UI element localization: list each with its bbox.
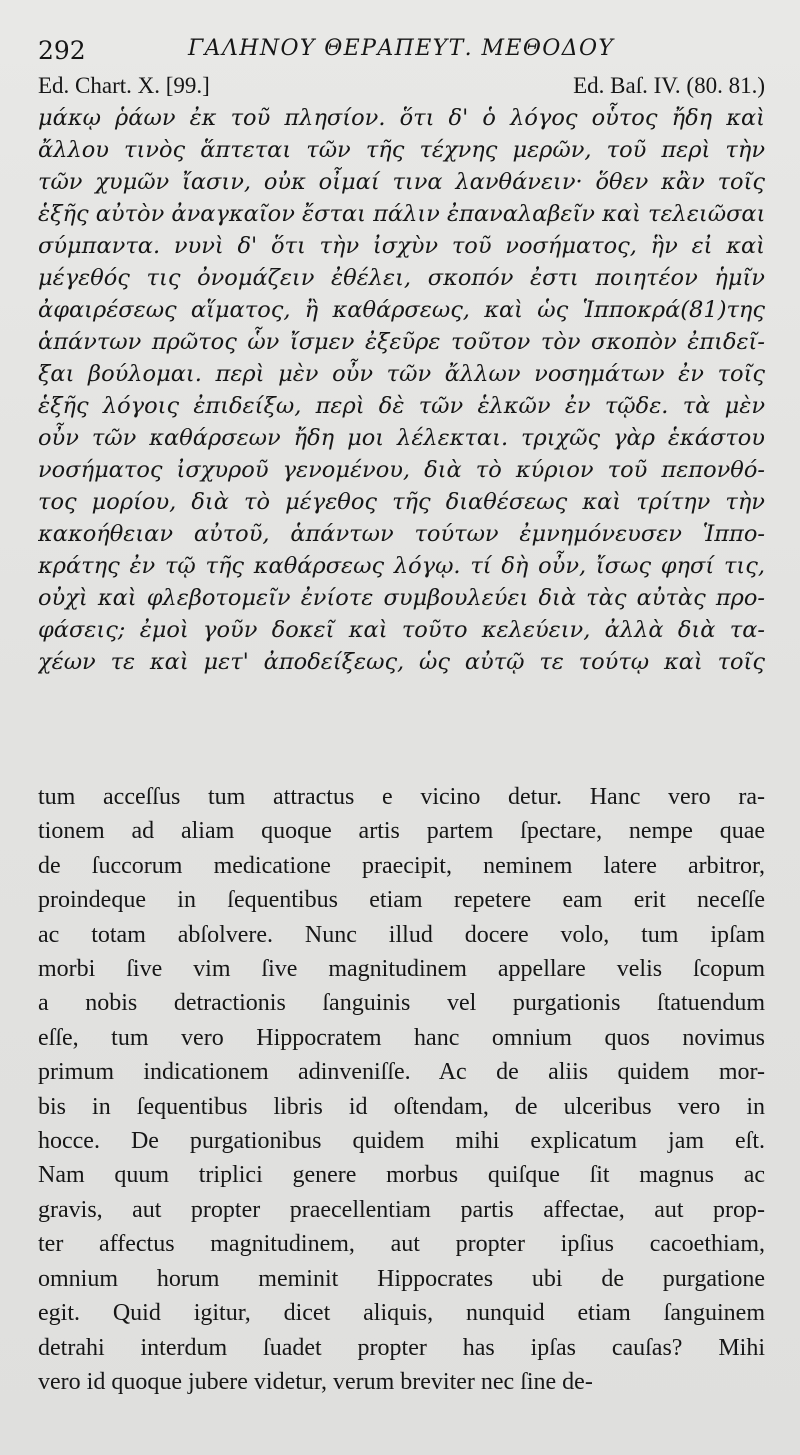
greek-line: μάκῳ ῥάων ἐκ τοῦ πλησίον. ὅτι δ' ὁ λόγος οὗτος ἤδη καὶ: [38, 105, 765, 131]
latin-line: primum indicationem adinveniſſe. Ac de aliis quidem mor-: [38, 1059, 765, 1086]
greek-line: οὐχὶ καὶ φλεβοτομεῖν ἐνίοτε συμβουλεύει διὰ τὰς αὐτὰς προ-: [38, 585, 765, 611]
greek-line: τος μορίου, διὰ τὸ μέγεθος τῆς διαθέσεως καὶ τρίτην τὴν: [38, 489, 765, 515]
greek-line: ἑξῆς λόγοις ἐπιδείξω, περὶ δὲ τῶν ἑλκῶν ἐν τῷδε. τὰ μὲν: [38, 393, 765, 419]
greek-line: σύμπαντα. νυνὶ δ' ὅτι τὴν ἰσχὺν τοῦ νοσήματος, ἣν εἰ καὶ: [38, 233, 765, 259]
latin-line: tionem ad aliam quoque artis partem ſpectare, nempe quae: [38, 818, 765, 845]
latin-line: gravis, aut propter praecellentiam partis affectae, aut prop-: [38, 1196, 765, 1223]
latin-line: eſſe, tum vero Hippocratem hanc omnium quos novimus: [38, 1024, 765, 1051]
latin-line: vero id quoque jubere videtur, verum breviter nec ſine de-: [38, 1368, 593, 1395]
greek-text-block: [38, 102, 765, 678]
edition-basel-reference: Ed. Baſ. IV. (80. 81.): [573, 73, 765, 98]
running-title: ΓΑΛΗΝΟΥ ΘΕΡΑΠΕΥΤ. ΜΕΘΟΔΟΥ: [188, 36, 615, 61]
latin-line: a nobis detractionis ſanguinis vel purgationis ſtatuendum: [38, 990, 765, 1017]
running-head: [38, 26, 768, 66]
greek-line: νοσήματος ἰσχυροῦ γενομένου, διὰ τὸ κύριον τοῦ πεπονθό-: [38, 457, 765, 483]
latin-line: de ſuccorum medicatione praecipit, neminem latere arbitror,: [38, 852, 765, 879]
latin-line: hocce. De purgationibus quidem mihi explicatum jam eſt.: [38, 1128, 765, 1155]
latin-line: bis in ſequentibus libris id oſtendam, de ulceribus vero in: [38, 1093, 765, 1120]
greek-line: μέγεθός τις ὀνομάζειν ἐθέλει, σκοπόν ἐστι ποιητέον ἡμῖν: [38, 265, 765, 291]
latin-line: morbi ſive vim ſive magnitudinem appellare velis ſcopum: [38, 956, 765, 983]
greek-line: κράτης ἐν τῷ τῆς καθάρσεως λόγῳ. τί δὴ οὖν, ἴσως φησί τις,: [38, 553, 765, 579]
latin-line: tum acceſſus tum attractus e vicino detur. Hanc vero ra-: [38, 784, 765, 810]
latin-line: proindeque in ſequentibus etiam repetere eam erit neceſſe: [38, 887, 765, 914]
greek-line: οὖν τῶν καθάρσεων ἤδη μοι λέλεκται. τριχῶς γὰρ ἑκάστου: [38, 425, 765, 451]
greek-line: ἄλλου τινὸς ἅπτεται τῶν τῆς τέχνης μερῶν, τοῦ περὶ τὴν: [38, 137, 765, 163]
page-number: 292: [38, 36, 86, 65]
greek-line: ἑξῆς αὐτὸν ἀναγκαῖον ἔσται πάλιν ἐπαναλαβεῖν καὶ τελειῶσαι: [38, 201, 765, 227]
edition-chartier-reference: Ed. Chart. X. [99.]: [38, 73, 210, 98]
latin-line: ac totam abſolvere. Nunc illud docere volo, tum ipſam: [38, 921, 765, 948]
latin-line: egit. Quid igitur, dicet aliquis, nunquid etiam ſanguinem: [38, 1300, 765, 1327]
latin-line: omnium horum meminit Hippocrates ubi de purgatione: [38, 1265, 765, 1292]
latin-line: Nam quum triplici genere morbus quiſque ſit magnus ac: [38, 1162, 765, 1189]
greek-line: ἁπάντων πρῶτος ὧν ἴσμεν ἐξεῦρε τοῦτον τὸν σκοπὸν ἐπιδεῖ-: [38, 329, 765, 355]
latin-line: ter affectus magnitudinem, aut propter ipſius cacoethiam,: [38, 1231, 765, 1258]
greek-line: ἀφαιρέσεως αἵματος, ἢ καθάρσεως, καὶ ὡς Ἱπποκρά(81)της: [38, 297, 765, 323]
latin-text-block: [38, 780, 765, 1399]
greek-line: χέων τε καὶ μετ' ἀποδείξεως, ὡς αὐτῷ τε τούτῳ καὶ τοῖς: [38, 649, 765, 675]
greek-line: φάσεις; ἐμοὶ γοῦν δοκεῖ καὶ τοῦτο κελεύειν, ἀλλὰ διὰ τα-: [38, 617, 765, 643]
greek-line: τῶν χυμῶν ἴασιν, οὐκ οἶμαί τινα λανθάνειν· ὅθεν κἂν τοῖς: [38, 169, 765, 195]
edition-reference-line: [38, 70, 765, 102]
greek-line: κακοήθειαν αὐτοῦ, ἁπάντων τούτων ἐμνημόνευσεν Ἱππο-: [38, 521, 765, 547]
latin-line: detrahi interdum ſuadet propter has ipſas cauſas? Mihi: [38, 1334, 765, 1361]
greek-line: ξαι βούλομαι. περὶ μὲν οὖν τῶν ἄλλων νοσημάτων ἐν τοῖς: [38, 361, 765, 387]
